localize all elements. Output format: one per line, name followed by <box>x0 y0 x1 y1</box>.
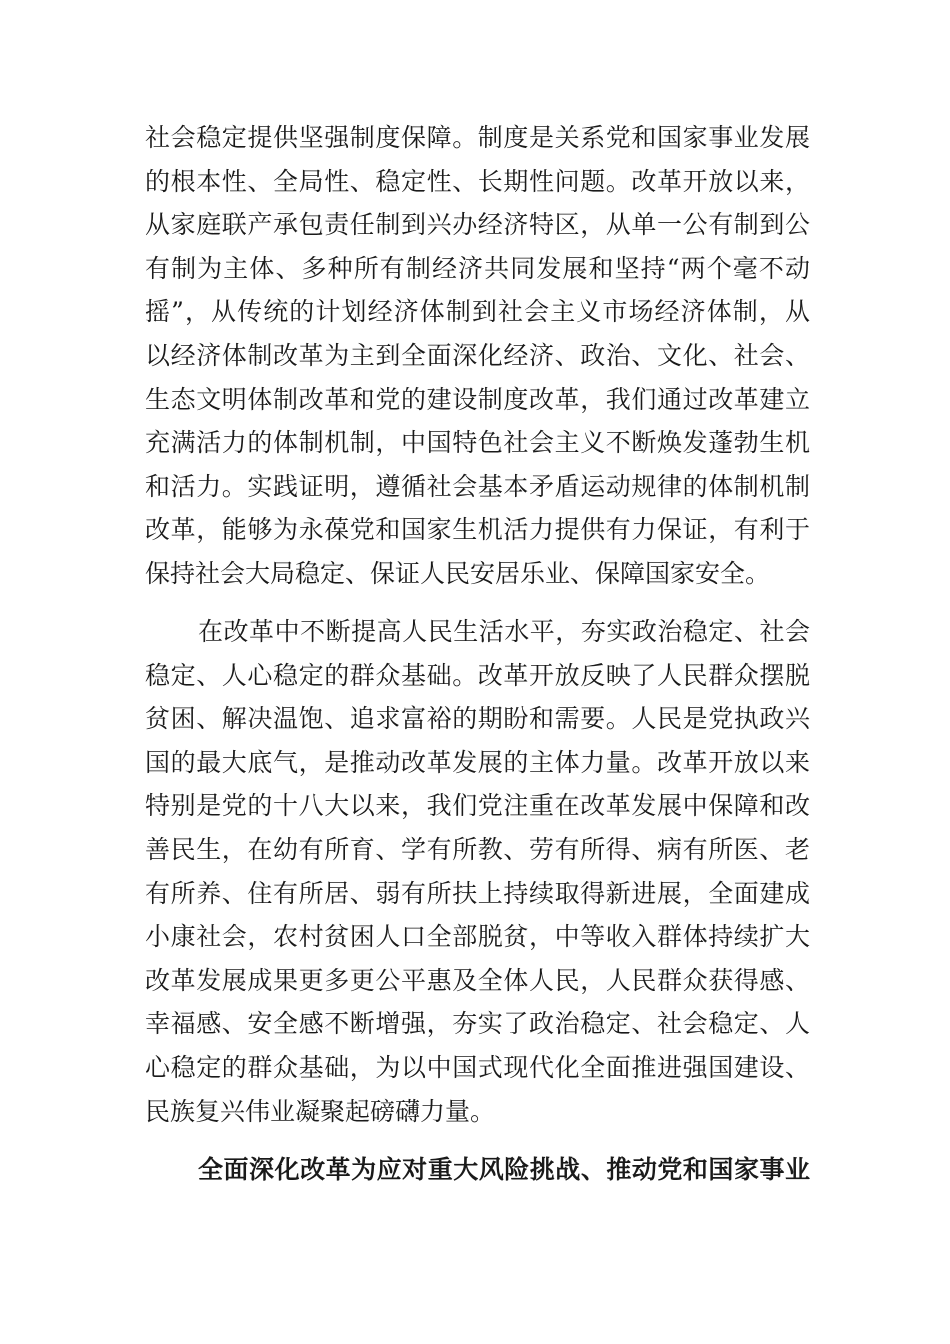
text-line: 摇”，从传统的计划经济体制到社会主义市场经济体制，从 <box>145 297 810 327</box>
text-line: 善民生，在幼有所育、学有所教、劳有所得、病有所医、老 <box>145 835 810 864</box>
text-line: 国的最大底气，是推动改革发展的主体力量。改革开放以来 <box>145 747 810 777</box>
text-line: 社会稳定提供坚强制度保障。制度是关系党和国家事业发展 <box>145 123 810 152</box>
text-line: 从家庭联产承包责任制到兴办经济特区，从单一公有制到公 <box>145 210 810 240</box>
text-line: 充满活力的体制机制，中国特色社会主义不断焕发蓬勃生机 <box>145 428 810 458</box>
text-line: 有制为主体、多种所有制经济共同发展和坚持“两个毫不动 <box>145 253 810 283</box>
text-line: 特别是党的十八大以来，我们党注重在改革发展中保障和改 <box>145 791 810 821</box>
text-line: 改革，能够为永葆党和国家生机活力提供有力保证，有利于 <box>145 515 810 545</box>
text-line: 和活力。实践证明，遵循社会基本矛盾运动规律的体制机制 <box>145 471 810 501</box>
text-line: 心稳定的群众基础，为以中国式现代化全面推进强国建设、 <box>145 1053 810 1082</box>
text-line: 改革发展成果更多更公平惠及全体人民，人民群众获得感、 <box>145 965 810 995</box>
text-line: 稳定、人心稳定的群众基础。改革开放反映了人民群众摆脱 <box>145 660 810 690</box>
text-line: 生态文明体制改革和党的建设制度改革，我们通过改革建立 <box>145 384 810 414</box>
section-heading: 全面深化改革为应对重大风险挑战、推动党和国家事业 <box>198 1155 810 1184</box>
text-line: 在改革中不断提高人民生活水平，夯实政治稳定、社会 <box>198 617 810 646</box>
text-line: 的根本性、全局性、稳定性、长期性问题。改革开放以来， <box>145 166 810 196</box>
text-line: 幸福感、安全感不断增强，夯实了政治稳定、社会稳定、人 <box>145 1009 810 1039</box>
text-line: 小康社会，农村贫困人口全部脱贫，中等收入群体持续扩大 <box>145 922 810 952</box>
text-line: 民族复兴伟业凝聚起磅礴力量。 <box>145 1096 496 1126</box>
text-line: 以经济体制改革为主到全面深化经济、政治、文化、社会、 <box>145 341 810 370</box>
text-line: 保持社会大局稳定、保证人民安居乐业、保障国家安全。 <box>145 559 771 588</box>
text-line: 有所养、住有所居、弱有所扶上持续取得新进展，全面建成 <box>145 878 810 908</box>
text-line: 贫困、解决温饱、追求富裕的期盼和需要。人民是党执政兴 <box>145 704 810 734</box>
